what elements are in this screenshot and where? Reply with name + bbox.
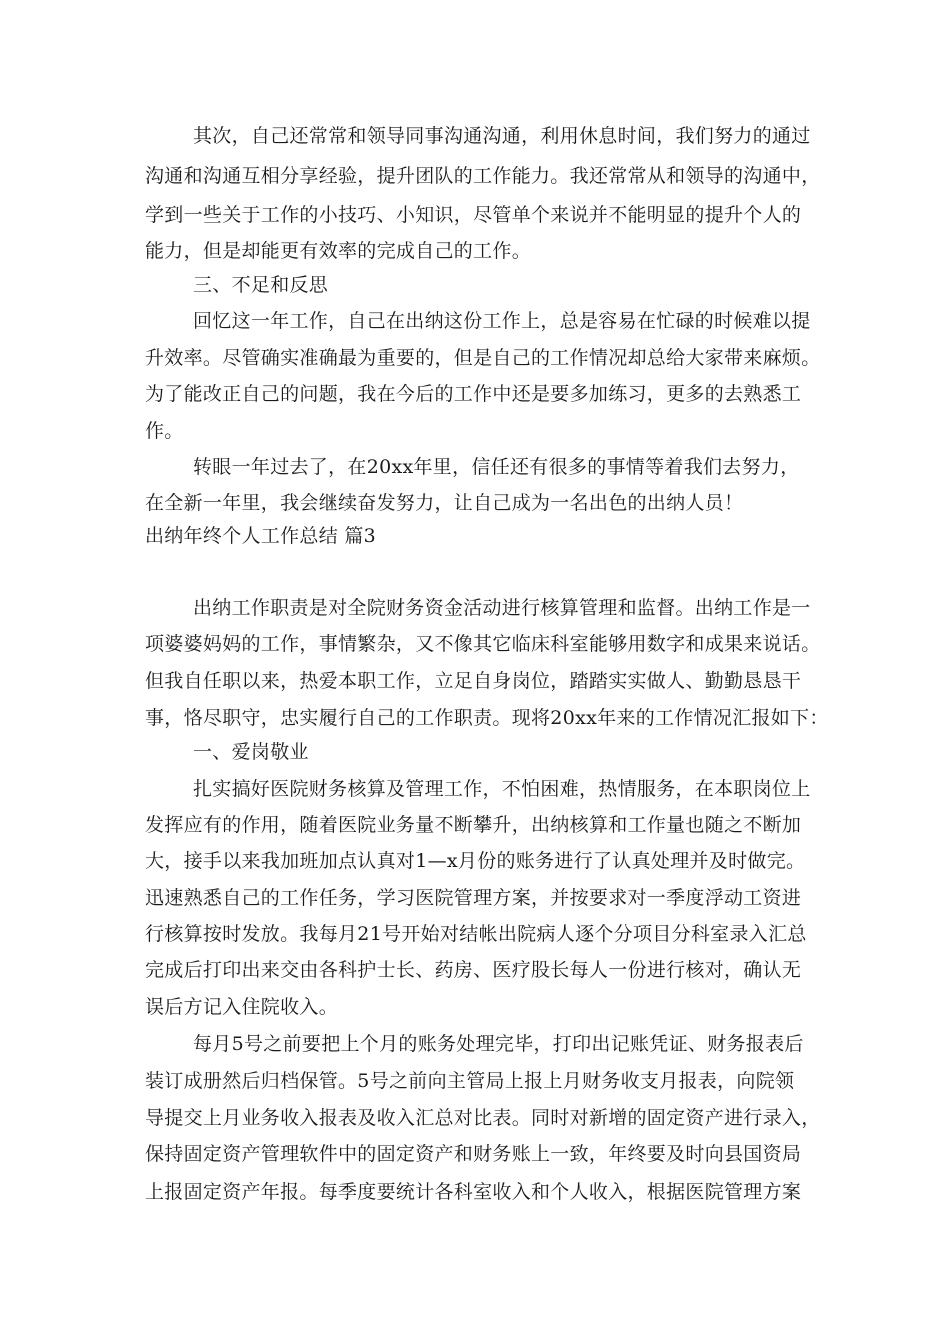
paragraph-line: 行核算按时发放。我每月21号开始对结帐出院病人逐个分项目分科室录入汇总: [145, 923, 807, 945]
paragraph-line: 出纳工作职责是对全院财务资金活动进行核算管理和监督。出纳工作是一: [193, 597, 811, 619]
paragraph-line: 项婆婆妈妈的工作，事情繁杂，又不像其它临床科室能够用数字和成果来说话。: [145, 633, 821, 655]
paragraph-line: 误后方记入住院收入。: [145, 996, 339, 1018]
paragraph-line: 扎实搞好医院财务核算及管理工作，不怕困难，热情服务，在本职岗位上: [193, 778, 811, 800]
article-title: 出纳年终个人工作总结 篇3: [145, 525, 377, 547]
paragraph-line: 升效率。尽管确实准确最为重要的，但是自己的工作情况却总给大家带来麻烦。: [145, 347, 821, 369]
paragraph-line: 回忆这一年工作，自己在出纳这份工作上，总是容易在忙碌的时候难以提: [193, 310, 811, 332]
paragraph-line: 保持固定资产管理软件中的固定资产和财务账上一致，年终要及时向县国资局: [145, 1143, 802, 1165]
paragraph-line: 为了能改正自己的问题，我在今后的工作中还是要多加练习，更多的去熟悉工: [145, 383, 802, 405]
paragraph-line: 完成后打印出来交由各科护士长、药房、医疗股长每人一份进行核对，确认无: [145, 959, 802, 981]
paragraph-line: 事，恪尽职守，忠实履行自己的工作职责。现将20xx年来的工作情况汇报如下：: [145, 707, 829, 729]
paragraph-line: 作。: [145, 420, 184, 442]
paragraph-line: 能力，但是却能更有效率的完成自己的工作。: [145, 240, 532, 262]
paragraph-line: 迅速熟悉自己的工作任务，学习医院管理方案，并按要求对一季度浮动工资进: [145, 887, 802, 909]
paragraph-line: 在全新一年里，我会继续奋发努力，让自己成为一名出色的出纳人员！: [145, 492, 744, 514]
paragraph-line: 沟通和沟通互相分享经验，提升团队的工作能力。我还常常从和领导的沟通中，: [145, 165, 821, 187]
paragraph-line: 转眼一年过去了，在20xx年里，信任还有很多的事情等着我们去努力，: [193, 456, 800, 478]
paragraph-line: 导提交上月业务收入报表及收入汇总对比表。同时对新增的固定资产进行录入，: [145, 1107, 821, 1129]
section-heading: 三、不足和反思: [193, 274, 329, 296]
paragraph-line: 每月5号之前要把上个月的账务处理完毕，打印出记账凭证、财务报表后: [193, 1033, 804, 1055]
paragraph-line: 发挥应有的作用，随着医院业务量不断攀升，出纳核算和工作量也随之不断加: [145, 814, 802, 836]
paragraph-line: 学到一些关于工作的小技巧、小知识，尽管单个来说并不能明显的提升个人的: [145, 204, 802, 226]
paragraph-line: 大，接手以来我加班加点认真对1—x月份的账务进行了认真处理并及时做完。: [145, 850, 806, 872]
paragraph-line: 其次，自己还常常和领导同事沟通沟通，利用休息时间，我们努力的通过: [193, 125, 811, 147]
paragraph-line: 但我自任职以来，热爱本职工作，立足自身岗位，踏踏实实做人、勤勤恳恳干: [145, 670, 802, 692]
paragraph-line: 上报固定资产年报。每季度要统计各科室收入和个人收入，根据医院管理方案: [145, 1181, 802, 1203]
paragraph-line: 装订成册然后归档保管。5号之前向主管局上报上月财务收支月报表，向院领: [145, 1070, 795, 1092]
section-heading: 一、爱岗敬业: [193, 741, 309, 763]
